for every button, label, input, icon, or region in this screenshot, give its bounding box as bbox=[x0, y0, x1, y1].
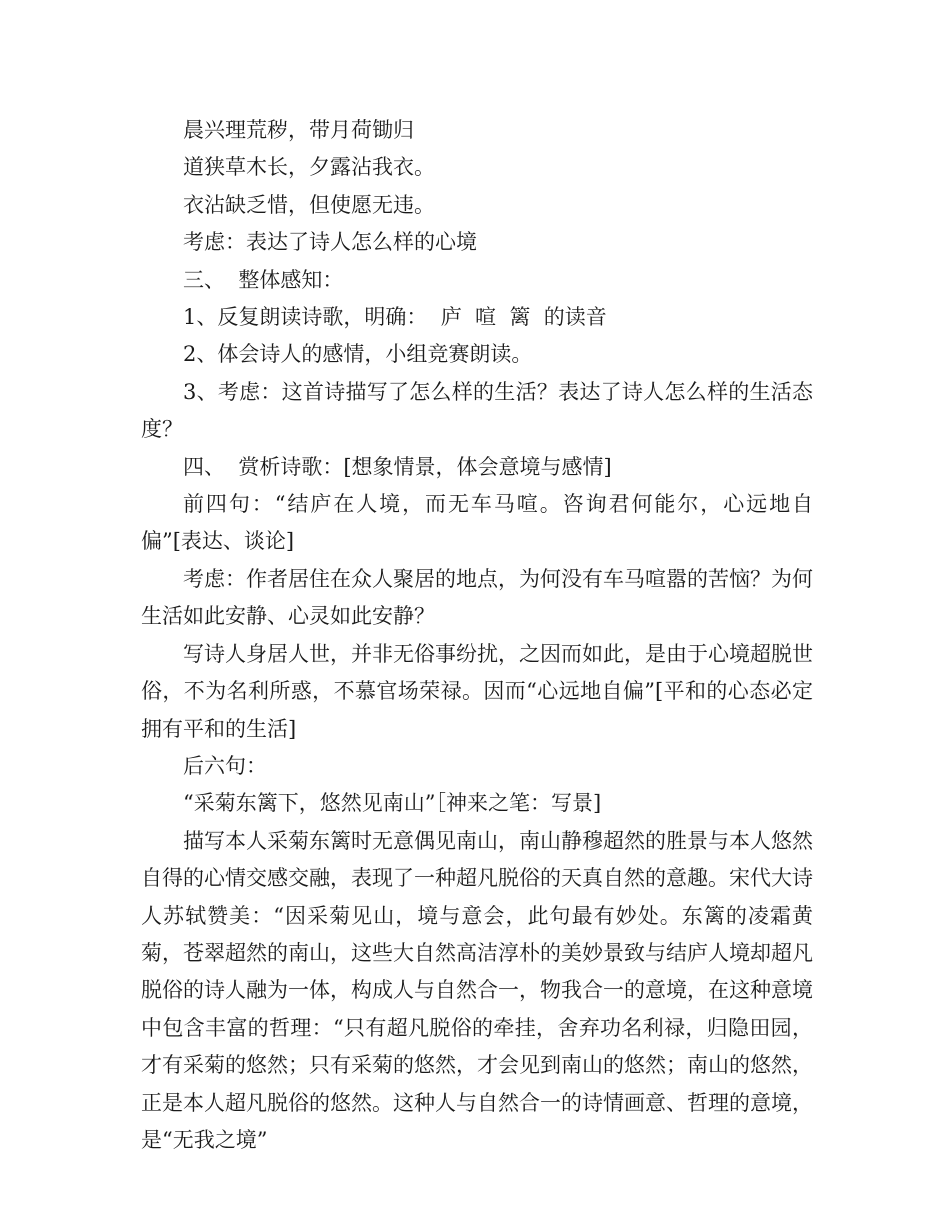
paragraph: “采菊东篱下，悠然见南山”［神来之笔：写景] bbox=[183, 791, 602, 816]
paragraph: 2、体会诗人的感情，小组竞赛朗读。 bbox=[183, 342, 533, 367]
paragraph: 3、考虑：这首诗描写了怎么样的生活？表达了诗人怎么样的生活态度？ bbox=[141, 379, 813, 442]
paragraph: 考虑：表达了诗人怎么样的心境 bbox=[183, 230, 477, 255]
paragraph: 前四句：“结庐在人境，而无车马喧。咨询君何能尔，心远地自偏”[表达、谈论] bbox=[141, 492, 813, 554]
paragraph: 晨兴理荒秽，带月荷锄归 bbox=[183, 118, 414, 142]
paragraph: 1、反复朗读诗歌，明确： 庐 喧 篱 的读音 bbox=[183, 305, 607, 330]
section-heading: 四、 赏析诗歌：[想象情景，体会意境与感情] bbox=[183, 454, 612, 479]
paragraph: 道狭草木长，夕露沾我衣。 bbox=[183, 155, 435, 180]
paragraph: 考虑：作者居住在众人聚居的地点，为何没有车马喧嚣的苦恼？为何生活如此安静、心灵如此安静？ bbox=[141, 566, 813, 629]
paragraph: 写诗人身居人世，并非无俗事纷扰，之因而如此，是由于心境超脱世俗，不为名利所惑，不慕官场荣禄。因而“心远地自偏”[平和的心态必定拥有平和的生活] bbox=[141, 641, 813, 741]
section-heading: 三、 整体感知： bbox=[183, 267, 344, 292]
paragraph: 后六句： bbox=[183, 753, 267, 778]
paragraph: 衣沾缺乏惜，但使愿无违。 bbox=[183, 192, 435, 217]
document-body bbox=[141, 112, 813, 1159]
paragraph: 描写本人采菊东篱时无意偶见南山，南山静穆超然的胜景与本人悠然自得的心情交感交融，表现了一种超凡脱俗的天真自然的意趣。宋代大诗人苏轼赞美：“因采菊见山，境与意会，此句最有妙处。东篱的凌霜黄菊，苍翠超然的南山，这些大自然高洁淳朴的美妙景致与结庐人境却超凡脱俗的诗人融为一体，构成人与自然合一，物我合一的意境，在这种意境中包含丰富的哲理：“只有超凡脱俗的牵挂，舍弃功名利禄，归隐田园，才有采菊的悠然；只有采菊的悠然，才会见到南山的悠然；南山的悠然，正是本人超凡脱俗的悠然。这种人与自然合一的诗情画意、哲理的意境，是“无我之境” bbox=[141, 828, 813, 1152]
